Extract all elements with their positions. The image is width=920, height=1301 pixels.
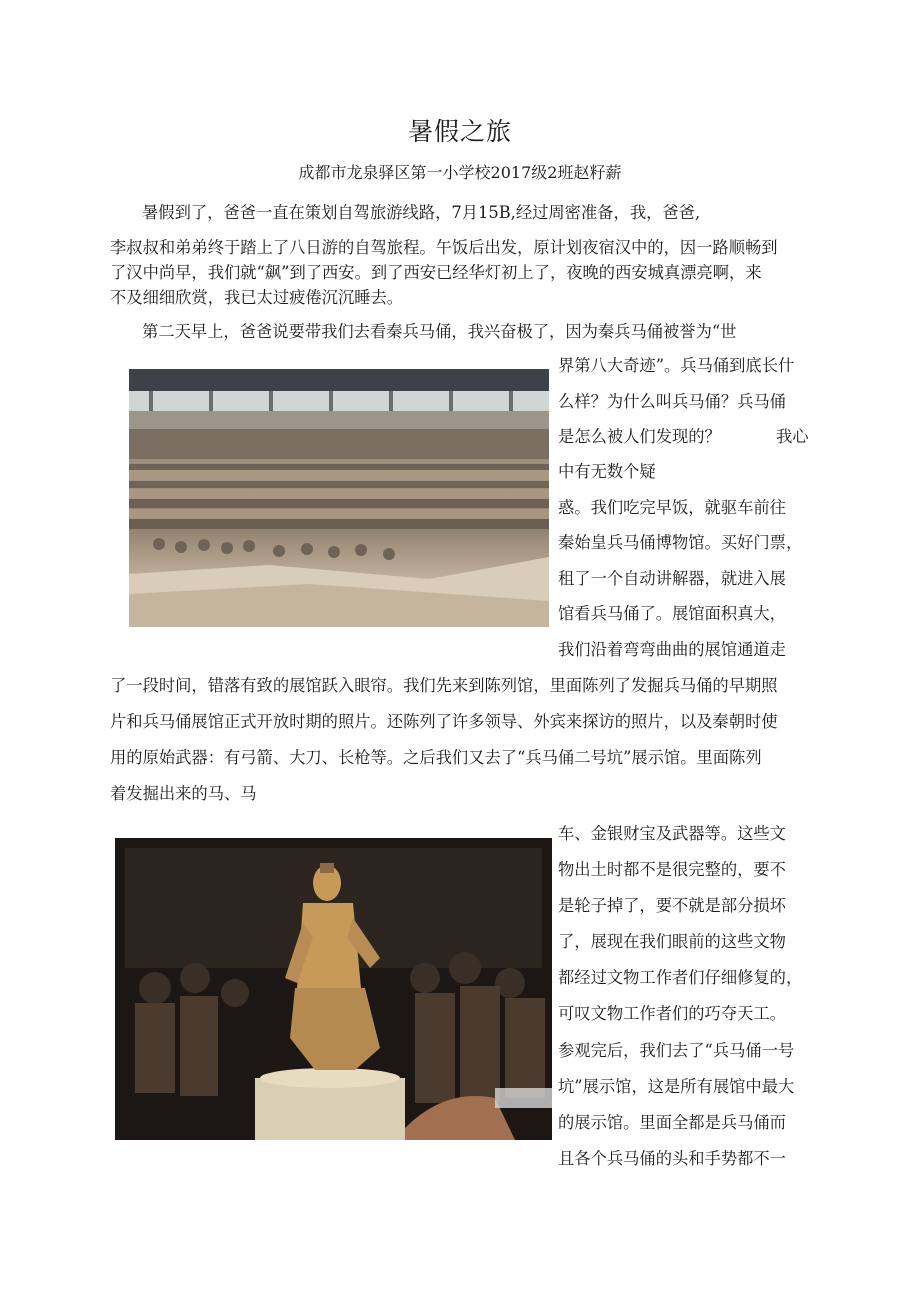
paragraph-line: 了一段时间，错落有致的展馆跃入眼帘。我们先来到陈列馆，里面陈列了发掘兵马俑的早期照 (110, 676, 778, 695)
side-text-line: 惑。我们吃完早饭，就驱车前往 (558, 498, 786, 517)
side-text-line: 物出土时都不是很完整的，要不 (558, 860, 786, 879)
paragraph-2-first-line: 第二天早上，爸爸说要带我们去看秦兵马俑，我兴奋极了，因为秦兵马俑被誉为“世 (142, 322, 737, 341)
side-text-line: 了，展现在我们眼前的这些文物 (558, 932, 786, 951)
side-text-line: 秦始皇兵马俑博物馆。买好门票， (558, 533, 803, 552)
kneeling-archer-photo (115, 838, 552, 1140)
paragraph-1-first-line: 暑假到了，爸爸一直在策划自驾旅游线路，7月15B,经过周密准备，我，爸爸, (142, 203, 701, 222)
side-text-line: 是怎么被人们发现的？ (558, 427, 721, 446)
side-text-line: 中有无数个疑 (558, 462, 656, 481)
side-text-line: 我们沿着弯弯曲曲的展馆通道走 (558, 640, 786, 659)
side-text-fragment: 我心 (776, 427, 809, 446)
terracotta-pit-illustration (129, 369, 549, 627)
side-text-line: 么样？为什么叫兵马俑？兵马俑 (558, 392, 786, 411)
terracotta-pit-photo (129, 369, 549, 627)
side-text-line: 可叹文物工作者们的巧夺天工。 (558, 1004, 786, 1023)
side-text-line: 都经过文物工作者们仔细修复的， (558, 968, 803, 987)
side-text-line: 参观完后，我们去了“兵马俑一号 (558, 1041, 795, 1060)
side-text-line: 车、金银财宝及武器等。这些文 (558, 824, 786, 843)
side-text-line: 是轮子掉了，要不就是部分损坏 (558, 896, 786, 915)
side-text-line: 的展示馆。里面全都是兵马俑而 (558, 1113, 786, 1132)
paragraph-line: 片和兵马俑展馆正式开放时期的照片。还陈列了许多领导、外宾来探访的照片，以及秦朝时使 (110, 712, 778, 731)
kneeling-archer-illustration (115, 838, 552, 1140)
document-title: 暑假之旅 (407, 117, 512, 146)
paragraph-1-line: 了汉中尚早，我们就“飙”到了西安。到了西安已经华灯初上了，夜晚的西安城真漂亮啊，来 (110, 263, 762, 282)
side-text-line: 馆看兵马俑了。展馆面积真大， (558, 604, 786, 623)
side-text-line: 租了一个自动讲解器，就进入展 (558, 569, 786, 588)
side-text-line: 坑”展示馆，这是所有展馆中最大 (558, 1077, 795, 1096)
paragraph-1-line: 李叔叔和弟弟终于踏上了八日游的自驾旅程。午饭后出发，原计划夜宿汉中的，因一路顺畅到 (110, 238, 778, 257)
paragraph-1-line: 不及细细欣赏，我已太过疲倦沉沉睡去。 (110, 288, 404, 307)
paragraph-line: 用的原始武器：有弓箭、大刀、长枪等。之后我们又去了“兵马俑二号坑”展示馆。里面陈列 (110, 748, 762, 767)
paragraph-line: 着发掘出来的马、马 (110, 784, 257, 803)
document-subtitle: 成都市龙泉驿区第一小学校2017级2班赵籽薪 (298, 163, 622, 182)
side-text-line: 且各个兵马俑的头和手势都不一 (558, 1149, 786, 1168)
side-text-line: 界第八大奇迹”。兵马俑到底长什 (558, 356, 795, 375)
